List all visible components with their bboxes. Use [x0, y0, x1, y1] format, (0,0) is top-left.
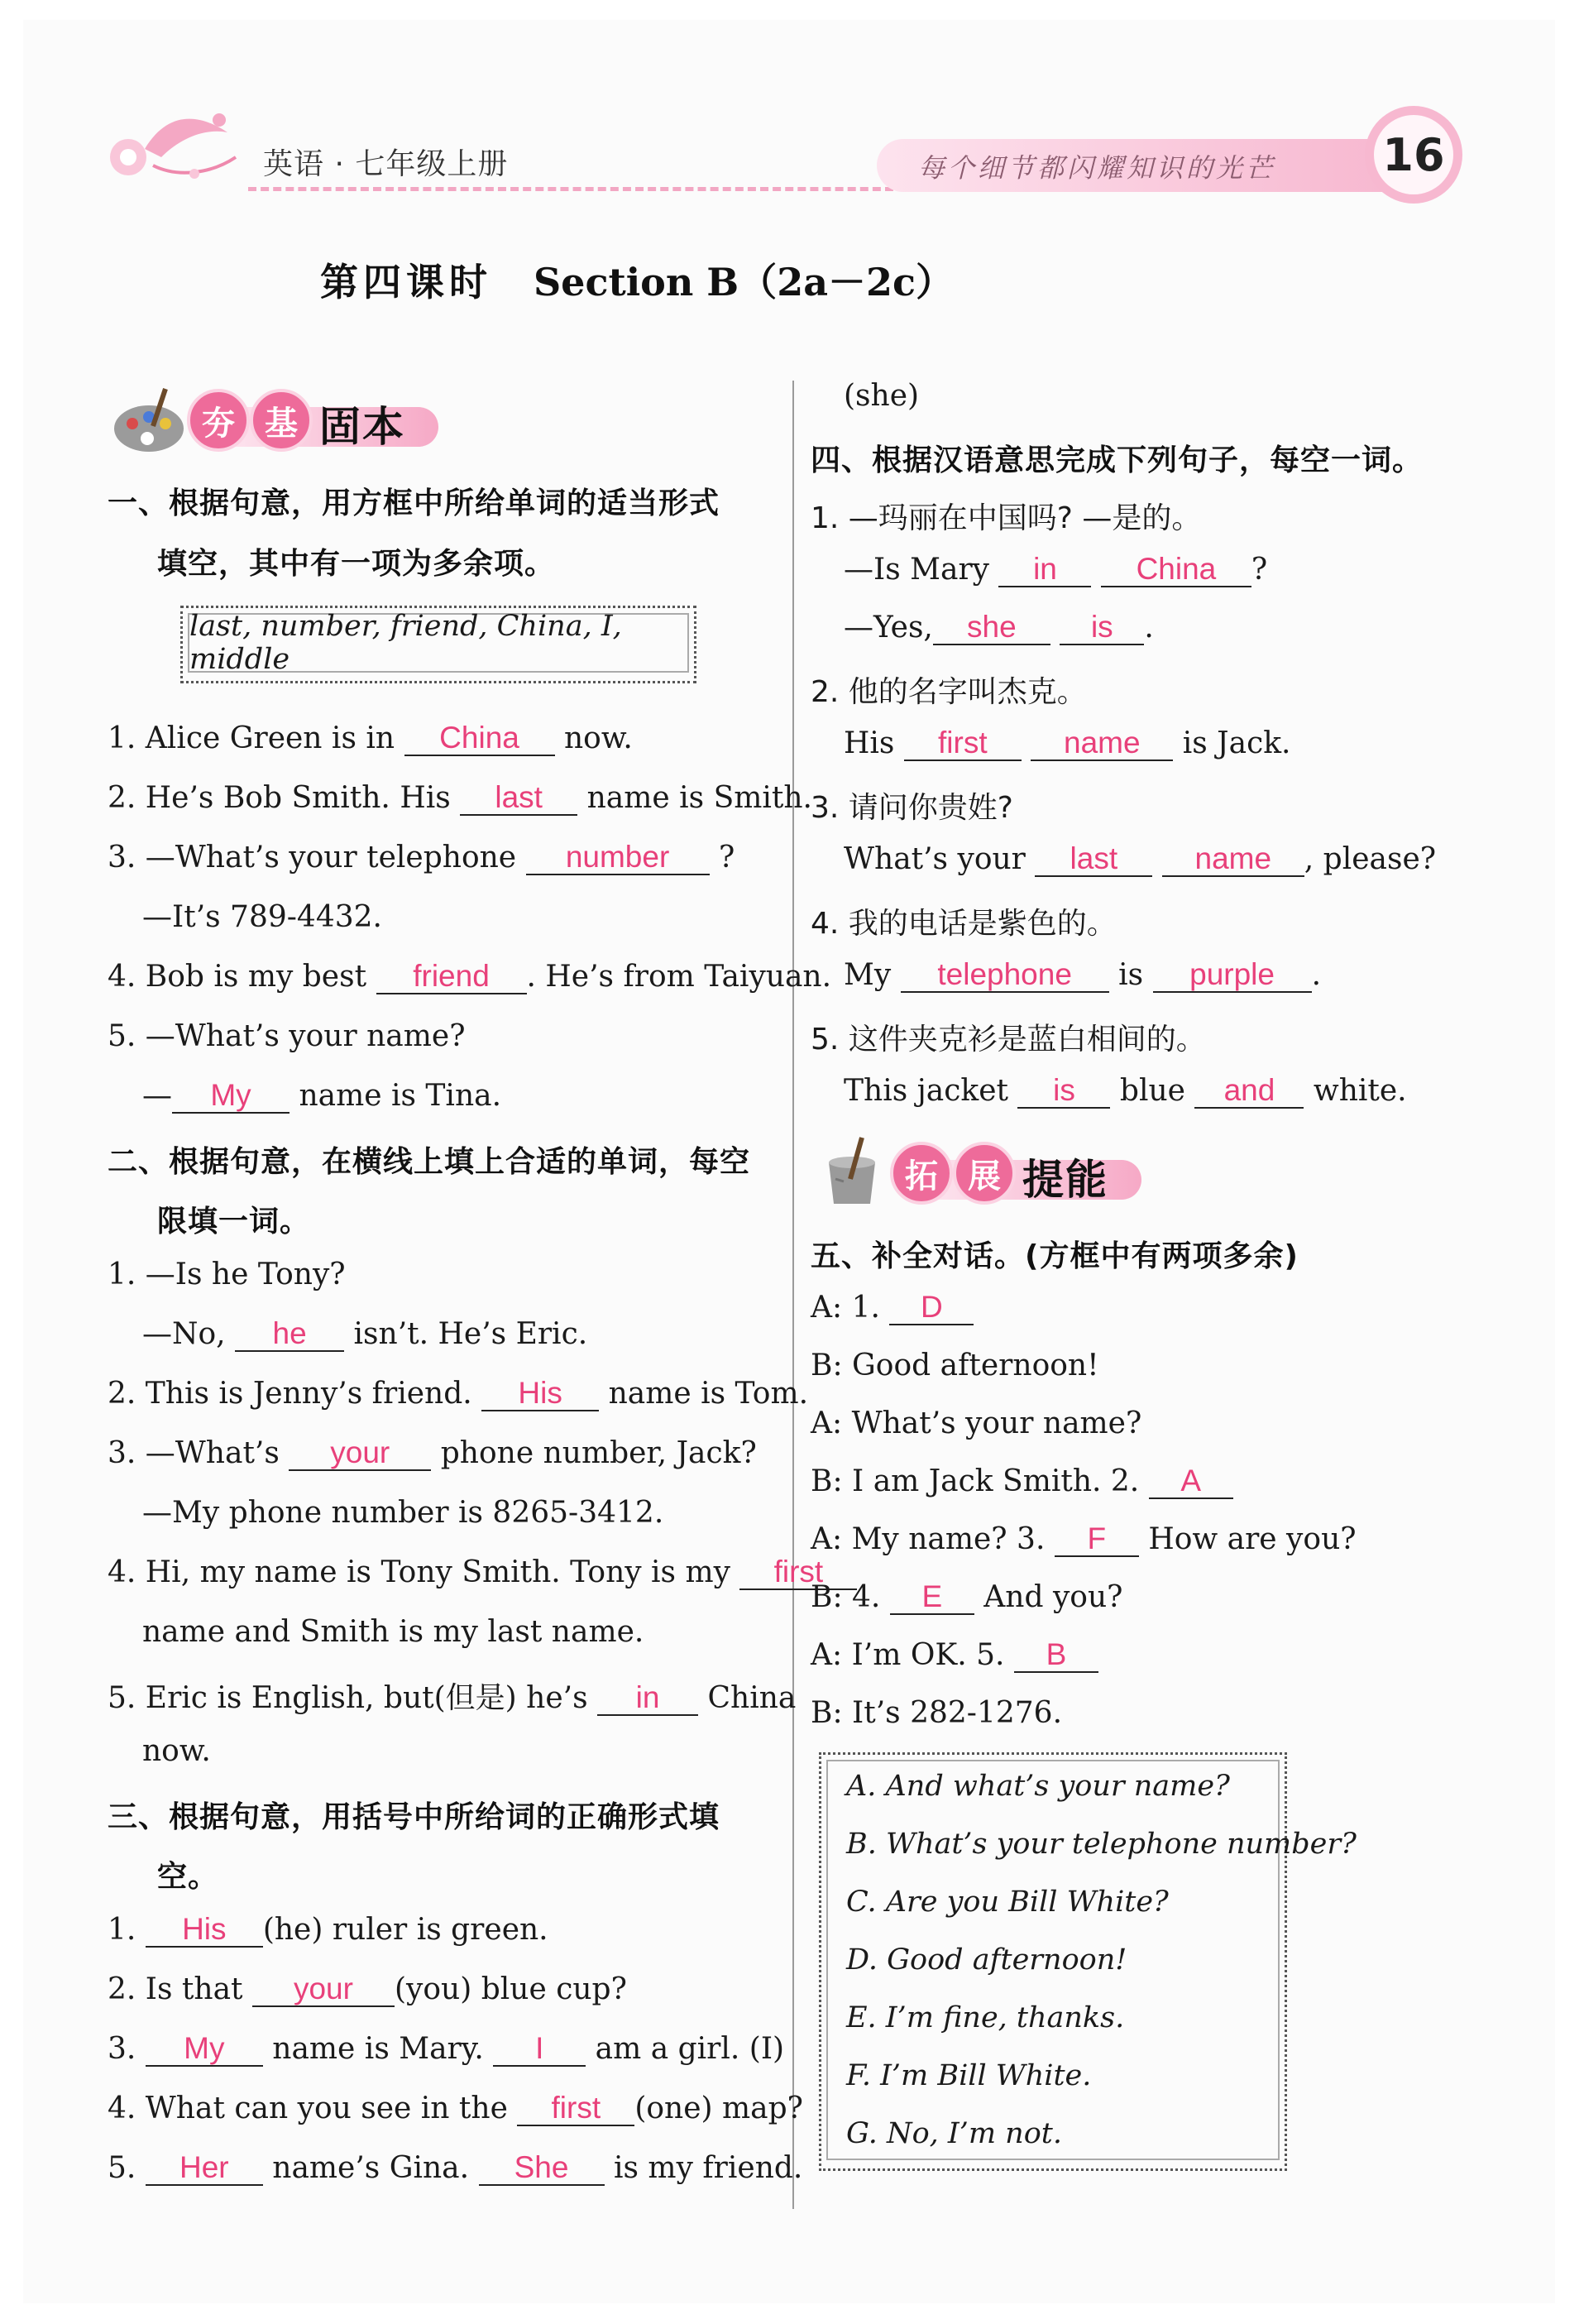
- q-text: name is Tom.: [608, 1377, 809, 1411]
- q-text: A: 1.: [811, 1291, 880, 1325]
- answer-blank: My: [146, 2033, 263, 2067]
- q-text: is: [1118, 958, 1144, 992]
- part3-carryover: (she): [844, 379, 920, 413]
- options-box-inner: [826, 1760, 1357, 2160]
- q-text: isn’t. He’s Eric.: [353, 1317, 588, 1351]
- q-text: .: [1311, 958, 1322, 992]
- answer-blank: name: [1162, 843, 1304, 877]
- q-text: is my friend.: [614, 2151, 803, 2185]
- q-text: (one) map?: [634, 2092, 803, 2125]
- dialog-line-4: [811, 1464, 1233, 1499]
- q-text: blue: [1119, 1074, 1185, 1108]
- option-c: C. Are you Bill White?: [846, 1886, 1169, 1919]
- part2-q3-reply: —My phone number is 8265-3412.: [142, 1496, 664, 1530]
- book-title: 英语 · 七年级上册: [263, 147, 509, 181]
- q-text: 4. Bob is my best: [108, 960, 367, 994]
- q-text: —Yes,: [844, 611, 933, 644]
- q-text: white.: [1313, 1074, 1407, 1108]
- part1-q1: [108, 721, 633, 756]
- q-text: B: I am Jack Smith. 2.: [811, 1464, 1140, 1498]
- answer-blank: is: [1017, 1075, 1110, 1109]
- answer-blank: His: [481, 1378, 599, 1411]
- answer-blank: friend: [376, 961, 527, 994]
- part4-q4-en: [844, 958, 1321, 993]
- page-number: 16: [1374, 115, 1453, 194]
- q-text: China: [707, 1681, 797, 1715]
- part1-q5-reply: [142, 1079, 501, 1114]
- answer-blank: E: [890, 1581, 974, 1615]
- q-number: 5.: [108, 2151, 136, 2185]
- section-banner-basic: [108, 381, 455, 455]
- page-header: [0, 0, 1584, 215]
- part2-q2: [108, 1377, 808, 1411]
- lesson-title: [0, 252, 1274, 307]
- part2-heading-line1: 二、根据句意，在横线上填上合适的单词，每空: [108, 1145, 751, 1179]
- q-text: ?: [1251, 553, 1268, 587]
- part1-word-box: [180, 606, 696, 683]
- banner-char-2: 展: [953, 1142, 1016, 1205]
- q-text: , please?: [1304, 842, 1437, 876]
- answer-blank: she: [933, 611, 1050, 645]
- banner-char-1: 夯: [187, 389, 250, 452]
- q-text: 4. Hi, my name is Tony Smith. Tony is my: [108, 1555, 730, 1589]
- option-e: E. I’m fine, thanks.: [846, 2001, 1125, 2034]
- answer-blank: last: [460, 782, 577, 816]
- answer-blank: Her: [146, 2152, 263, 2186]
- part3-heading-line2: 空。: [157, 1860, 219, 1894]
- word-box-words: last, number, friend, China, I, middle: [189, 610, 622, 676]
- answer-blank: D: [889, 1291, 974, 1325]
- q-text: name’s Gina.: [272, 2151, 470, 2185]
- column-divider: [792, 381, 794, 2209]
- part5-heading: 五、补全对话。(方框中有两项多余): [811, 1239, 1299, 1273]
- option-g: G. No, I’m not.: [846, 2117, 1062, 2150]
- part4-q1-a: [844, 553, 1267, 587]
- q-text: name is Tina.: [299, 1079, 502, 1113]
- part1-q3-reply: —It’s 789-4432.: [142, 900, 382, 934]
- part4-q4-cn: 4. 我的电话是紫色的。: [811, 907, 1117, 941]
- q-text: His: [844, 726, 895, 760]
- part4-q2-en: [844, 726, 1291, 761]
- q-text: 3. —What’s: [108, 1436, 280, 1470]
- q-text: A: I’m OK. 5.: [811, 1638, 1005, 1672]
- answer-blank: is: [1060, 611, 1144, 645]
- part3-heading-line1: 三、根据句意，用括号中所给词的正确形式填: [108, 1800, 720, 1834]
- answer-blank: he: [235, 1318, 344, 1352]
- dialog-line-5: [811, 1522, 1357, 1557]
- banner-word: 提能: [1022, 1156, 1108, 1204]
- dialog-line-1: [811, 1291, 974, 1325]
- part1-heading-line2: 填空，其中有一项为多余项。: [157, 547, 556, 581]
- dialog-line-7: [811, 1638, 1098, 1673]
- part3-q1: [108, 1913, 548, 1948]
- answer-blank: first: [517, 2092, 634, 2126]
- q-text: What’s your: [844, 842, 1026, 876]
- answer-blank: She: [479, 2152, 605, 2186]
- part1-q3: [108, 841, 735, 875]
- q-text: .: [1144, 611, 1154, 644]
- answer-blank: in: [597, 1682, 698, 1716]
- q-text: . He’s from Taiyuan.: [526, 960, 832, 994]
- part1-q4: [108, 960, 831, 994]
- q-text: 5. Eric is English, but(但是) he’s: [108, 1681, 588, 1715]
- part4-q5-cn: 5. 这件夹克衫是蓝白相间的。: [811, 1023, 1206, 1057]
- q-text: is Jack.: [1182, 726, 1291, 760]
- header-dashed-line: [248, 187, 893, 191]
- q-text: name is Smith.: [586, 781, 812, 815]
- option-d: D. Good afternoon!: [846, 1943, 1127, 1977]
- q-text: This jacket: [844, 1074, 1009, 1108]
- q-text: —: [142, 1079, 172, 1113]
- banner-word: 固本: [319, 403, 405, 451]
- q-number: 3.: [108, 2032, 136, 2066]
- part2-q5-cont: now.: [142, 1734, 211, 1768]
- answer-blank: in: [998, 553, 1091, 587]
- answer-blank: number: [526, 841, 710, 875]
- q-text: 4. What can you see in the: [108, 2092, 508, 2125]
- option-f: F. I’m Bill White.: [846, 2059, 1092, 2092]
- part5-options-box: [819, 1752, 1357, 2171]
- part2-q5: [108, 1675, 796, 1717]
- q-text: (he) ruler is green.: [262, 1913, 548, 1947]
- q-text: —Is Mary: [844, 553, 990, 587]
- q-text: 2. He’s Bob Smith. His: [108, 781, 451, 815]
- part2-q4: [108, 1555, 857, 1590]
- answer-blank: China: [1101, 553, 1251, 587]
- q-text: am a girl. (I): [595, 2032, 785, 2066]
- answer-blank: last: [1035, 843, 1152, 877]
- page-number-badge: [1365, 106, 1462, 204]
- part4-q1-b: [844, 611, 1154, 645]
- dialog-line-2: B: Good afternoon!: [811, 1349, 1099, 1382]
- answer-blank: first: [904, 727, 1022, 761]
- answer-blank: telephone: [901, 959, 1109, 993]
- part2-q3: [108, 1436, 757, 1471]
- lesson-title-en: Section B（2a－2c）: [533, 260, 955, 304]
- slogan-text: 每个细节都闪耀知识的光芒: [918, 152, 1276, 184]
- answer-blank: B: [1014, 1639, 1098, 1673]
- part3-q2: [108, 1972, 627, 2007]
- answer-blank: and: [1194, 1075, 1304, 1109]
- part3-q3: [108, 2032, 784, 2067]
- answer-blank: purple: [1153, 959, 1312, 993]
- q-text: How are you?: [1148, 1522, 1357, 1556]
- part2-heading-line2: 限填一词。: [157, 1205, 311, 1239]
- word-box-inner: [188, 610, 689, 676]
- lesson-title-cn: 第四课时: [319, 260, 492, 304]
- part3-q5: [108, 2151, 802, 2186]
- q-text: (you) blue cup?: [394, 1972, 627, 2006]
- option-b: B. What’s your telephone number?: [846, 1828, 1357, 1861]
- part1-q2: [108, 781, 812, 816]
- section-banner-extend: [811, 1133, 1158, 1208]
- part1-q5: 5. —What’s your name?: [108, 1019, 466, 1053]
- part4-heading: 四、根据汉语意思完成下列句子，每空一词。: [811, 443, 1424, 477]
- paint-palette-icon: [108, 381, 190, 455]
- q-text: now.: [563, 721, 633, 755]
- option-a: A. And what’s your name?: [846, 1770, 1230, 1803]
- banner-char-2: 基: [250, 389, 313, 452]
- part4-q1-cn: 1. —玛丽在中国吗? —是的。: [811, 501, 1202, 535]
- part2-q1-reply: [142, 1317, 587, 1352]
- q-text: ?: [719, 841, 735, 874]
- part3-q4: [108, 2092, 803, 2126]
- q-text: My: [844, 958, 892, 992]
- flower-ornament-icon: [103, 99, 244, 190]
- answer-blank: A: [1149, 1465, 1233, 1499]
- dialog-line-3: A: What’s your name?: [811, 1406, 1142, 1440]
- banner-char-1: 拓: [890, 1142, 953, 1205]
- answer-blank: your: [289, 1437, 431, 1471]
- q-text: —No,: [142, 1317, 226, 1351]
- answer-blank: name: [1031, 727, 1173, 761]
- dialog-line-6: [811, 1580, 1122, 1615]
- part1-heading-line1: 一、根据句意，用方框中所给单词的适当形式: [108, 486, 720, 520]
- part4-q3-cn: 3. 请问你贵姓?: [811, 791, 1013, 825]
- answer-blank: F: [1055, 1523, 1139, 1557]
- answer-blank: His: [146, 1914, 263, 1948]
- part4-q3-en: [844, 842, 1436, 877]
- q-text: 1. Alice Green is in: [108, 721, 395, 755]
- q-text: And you?: [983, 1580, 1123, 1614]
- answer-blank: China: [404, 722, 555, 756]
- part4-q2-cn: 2. 他的名字叫杰克。: [811, 675, 1087, 709]
- q-text: phone number, Jack?: [440, 1436, 757, 1470]
- answer-blank: your: [252, 1973, 395, 2007]
- part2-q1: 1. —Is he Tony?: [108, 1258, 346, 1291]
- q-text: name is Mary.: [272, 2032, 484, 2066]
- q-text: A: My name? 3.: [811, 1522, 1046, 1556]
- q-text: B: 4.: [811, 1580, 881, 1614]
- part4-q5-en: [844, 1074, 1407, 1109]
- answer-blank: My: [172, 1080, 290, 1114]
- q-text: 2. Is that: [108, 1972, 243, 2006]
- part2-q4-cont: name and Smith is my last name.: [142, 1615, 644, 1649]
- q-text: 3. —What’s your telephone: [108, 841, 517, 874]
- answer-blank: first: [739, 1556, 857, 1590]
- dialog-line-8: B: It’s 282-1276.: [811, 1696, 1063, 1730]
- answer-blank: I: [493, 2033, 586, 2067]
- paint-bucket-icon: [811, 1133, 893, 1208]
- q-text: 2. This is Jenny’s friend.: [108, 1377, 472, 1411]
- q-number: 1.: [108, 1913, 136, 1947]
